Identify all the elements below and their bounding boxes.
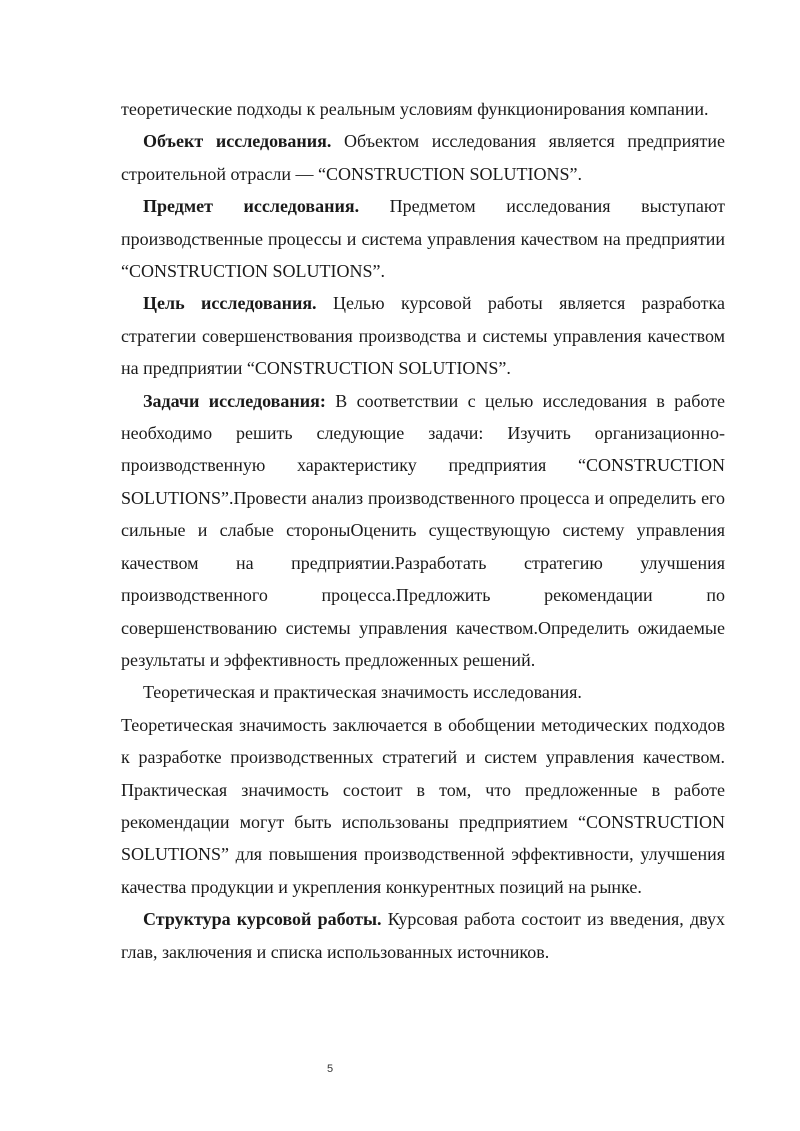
paragraph-research-subject [121,190,725,287]
paragraph-research-object [121,125,725,190]
paragraph-significance-body [121,709,725,903]
paragraph-text: Курсовая работа состоит из введения, двух глав, заключения и списка использованных источников. [121,909,725,962]
paragraph-heading: Объект исследования. [143,131,332,152]
document-body [121,93,725,968]
paragraph-text: Целью курсовой работы является разработка стратегии совершенствования производства и системы управления качеством на предприятии “CONSTRUCTION SOLUTIONS”. [121,293,725,379]
paragraph-heading: Предмет исследования. [143,196,360,217]
paragraph-text: В соответствии с целью исследования в работе необходимо решить следующие задачи: Изучить организационно-производственную характеристику предприятия “CONSTRUCTION SOLUTIONS”.Провести анализ производственного процесса и определить его сильные и слабые стороныОценить существующую систему управления качеством на предприятии.Разработать стратегию улучшения производственного процесса.Предложить рекомендации по совершенствованию системы управления качеством.Определить ожидаемые результаты и эффективность предложенных решений. [121,390,725,670]
paragraph-structure [121,903,725,968]
paragraph-continuation [121,93,725,125]
paragraph-heading: Цель исследования. [143,293,317,314]
paragraph-text: Теоретическая значимость заключается в обобщении методических подходов к разработке производственных стратегий и систем управления качеством. Практическая значимость состоит в том, что предложенные в работе рекомендации могут быть использованы предприятием “CONSTRUCTION SOLUTIONS” для повышения производственной эффективности, улучшения качества продукции и укрепления конкурентных позиций на рынке. [121,714,725,897]
paragraph-significance-title [121,676,725,708]
paragraph-heading: Структура курсовой работы. [143,909,382,930]
paragraph-research-tasks [121,385,725,677]
paragraph-text: Объектом исследования является предприятие строительной отрасли — “CONSTRUCTION SOLUTIONS”. [121,131,725,184]
paragraph-text: Теоретическая и практическая значимость исследования. [143,682,582,703]
page-number: 5 [326,1063,334,1075]
paragraph-research-goal [121,287,725,384]
paragraph-text: теоретические подходы к реальным условиям функционирования компании. [121,99,709,119]
paragraph-text: Предметом исследования выступают производственные процессы и система управления качеством на предприятии “CONSTRUCTION SOLUTIONS”. [121,196,725,282]
paragraph-heading: Задачи исследования: [143,390,326,411]
